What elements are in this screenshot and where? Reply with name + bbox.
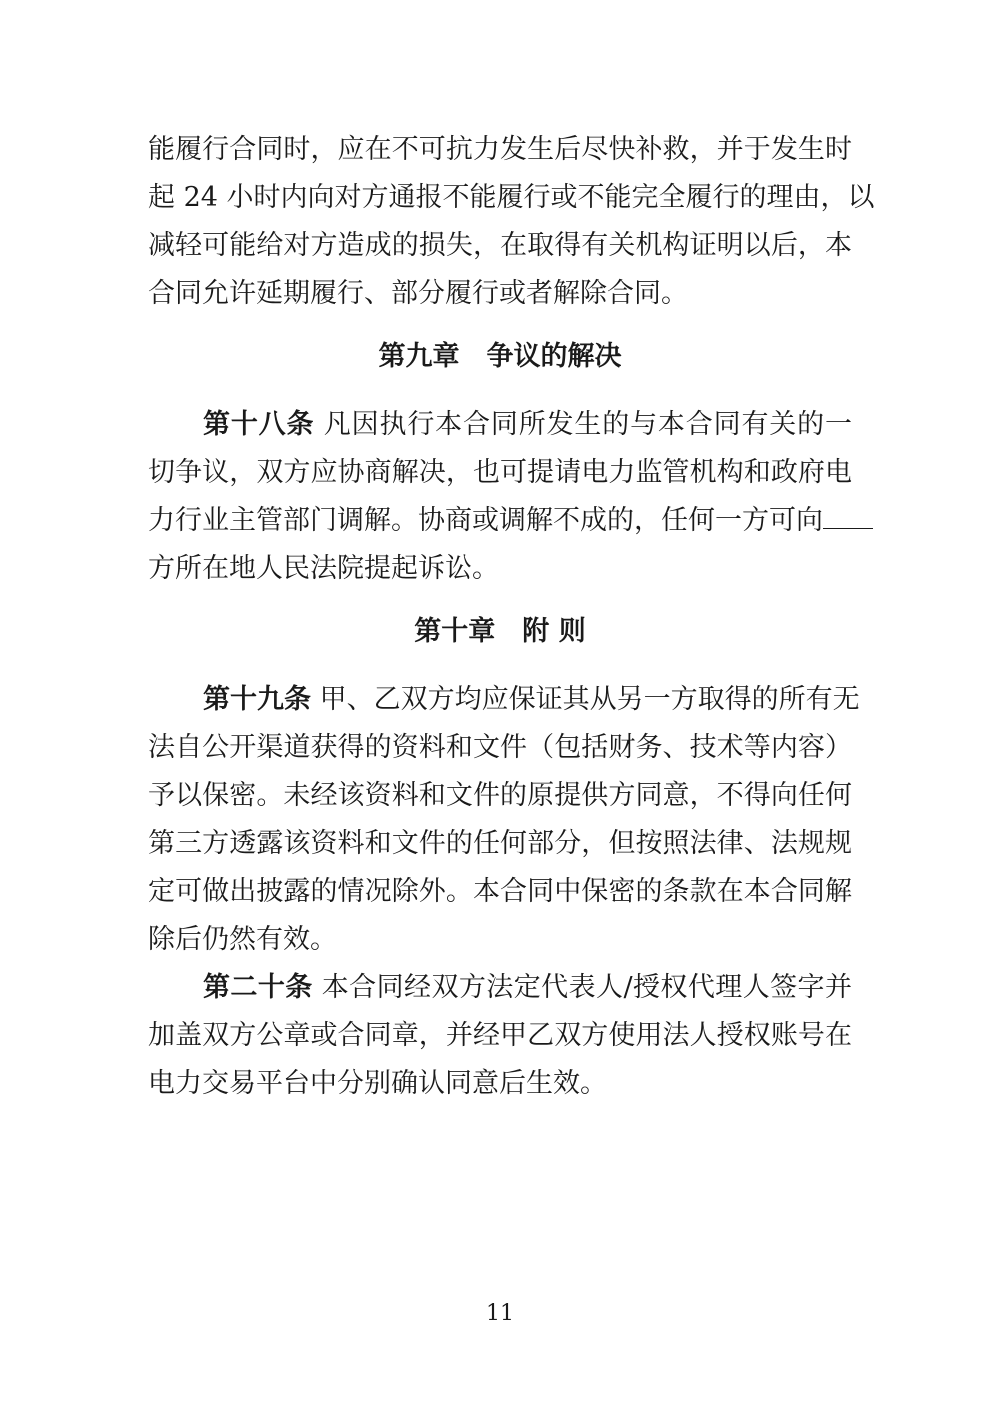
- article-line: [203, 408, 852, 442]
- article-line: 定可做出披露的情况除外。本合同中保密的条款在本合同解: [148, 876, 852, 907]
- article-line: 予以保密。未经该资料和文件的原提供方同意，不得向任何: [148, 780, 852, 811]
- article-line: [148, 504, 852, 538]
- article-line: [203, 683, 860, 717]
- paragraph-line: 能履行合同时，应在不可抗力发生后尽快补救，并于发生时: [148, 134, 852, 165]
- article-line: [203, 971, 852, 1005]
- article-line: 方所在地人民法院提起诉讼。: [148, 553, 499, 584]
- paragraph-line: 减轻可能给对方造成的损失，在取得有关机构证明以后，本: [148, 230, 852, 261]
- article-label: 第二十条: [203, 972, 313, 1003]
- blank-underline: [823, 506, 873, 529]
- article-label: 第十八条: [203, 409, 315, 440]
- page-number: 11: [486, 1301, 514, 1326]
- article-label: 第十九条: [203, 684, 311, 715]
- article-text: 凡因执行本合同所发生的与本合同有关的一: [314, 409, 852, 440]
- chapter-heading: 第十章 附 则: [414, 616, 586, 647]
- article-text: 甲、乙双方均应保证其从另一方取得的所有无: [311, 684, 860, 715]
- article-text: 本合同经双方法定代表人/授权代理人签字并: [312, 972, 852, 1003]
- paragraph-line: 合同允许延期履行、部分履行或者解除合同。: [148, 278, 688, 309]
- chapter-heading: 第九章 争议的解决: [378, 341, 622, 372]
- paragraph-line: 起 24 小时内向对方通报不能履行或不能完全履行的理由，以: [148, 182, 875, 213]
- article-text: 力行业主管部门调解。协商或调解不成的，任何一方可向: [148, 505, 823, 536]
- article-line: 切争议，双方应协商解决，也可提请电力监管机构和政府电: [148, 457, 852, 488]
- article-line: 法自公开渠道获得的资料和文件（包括财务、技术等内容）: [148, 732, 852, 763]
- article-line: 加盖双方公章或合同章，并经甲乙双方使用法人授权账号在: [148, 1020, 852, 1051]
- article-line: 电力交易平台中分别确认同意后生效。: [148, 1068, 607, 1099]
- article-line: 除后仍然有效。: [148, 924, 337, 955]
- article-line: 第三方透露该资料和文件的任何部分，但按照法律、法规规: [148, 828, 852, 859]
